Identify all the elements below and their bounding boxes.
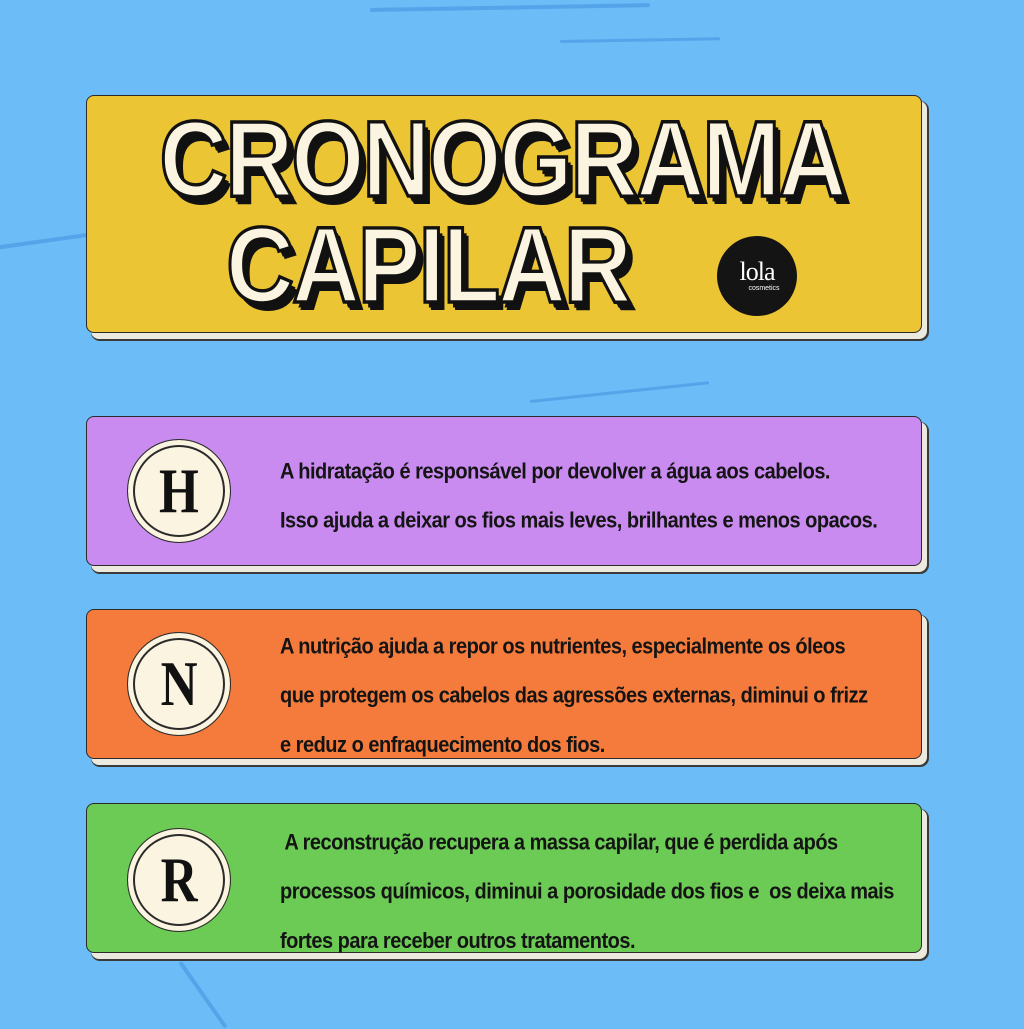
description-line: que protegem os cabelos das agressões externas, diminui o frizz [280, 683, 868, 709]
badge-letter: R [160, 844, 198, 915]
background-streak [530, 381, 709, 403]
nutrition-description [280, 622, 903, 770]
logo-wordmark: lola [739, 256, 775, 286]
nutrition-badge [127, 632, 231, 736]
badge-letter: H [159, 455, 199, 526]
background-streak [178, 961, 227, 1029]
nutrition-card [86, 609, 922, 759]
description-line: e reduz o enfraquecimento dos fios. [280, 732, 605, 758]
hydration-description [280, 447, 903, 546]
description-line: A hidratação é responsável por devolver a água aos cabelos. [280, 459, 830, 484]
title-line-2: CAPILAR [226, 204, 630, 325]
description-line: A reconstrução recupera a massa capilar, que é perdida após [280, 830, 838, 855]
brand-logo [717, 236, 797, 316]
logo-subtitle: cosmetics [748, 284, 780, 292]
description-line: Isso ajuda a deixar os fios mais leves, brilhantes e menos opacos. [280, 508, 878, 534]
reconstruction-card [86, 803, 922, 953]
reconstruction-description [280, 818, 903, 966]
hydration-badge [127, 439, 231, 543]
hydration-card [86, 416, 922, 566]
description-line: fortes para receber outros tratamentos. [280, 928, 636, 954]
title-line-1: CRONOGRAMA [159, 98, 845, 219]
description-line: A nutrição ajuda a repor os nutrientes, especialmente os óleos [280, 634, 846, 659]
badge-letter: N [160, 648, 198, 719]
background-streak [560, 37, 720, 43]
background-streak [370, 3, 650, 12]
description-line: processos químicos, diminui a porosidade dos fios e os deixa mais [280, 879, 894, 905]
reconstruction-badge [127, 828, 231, 932]
